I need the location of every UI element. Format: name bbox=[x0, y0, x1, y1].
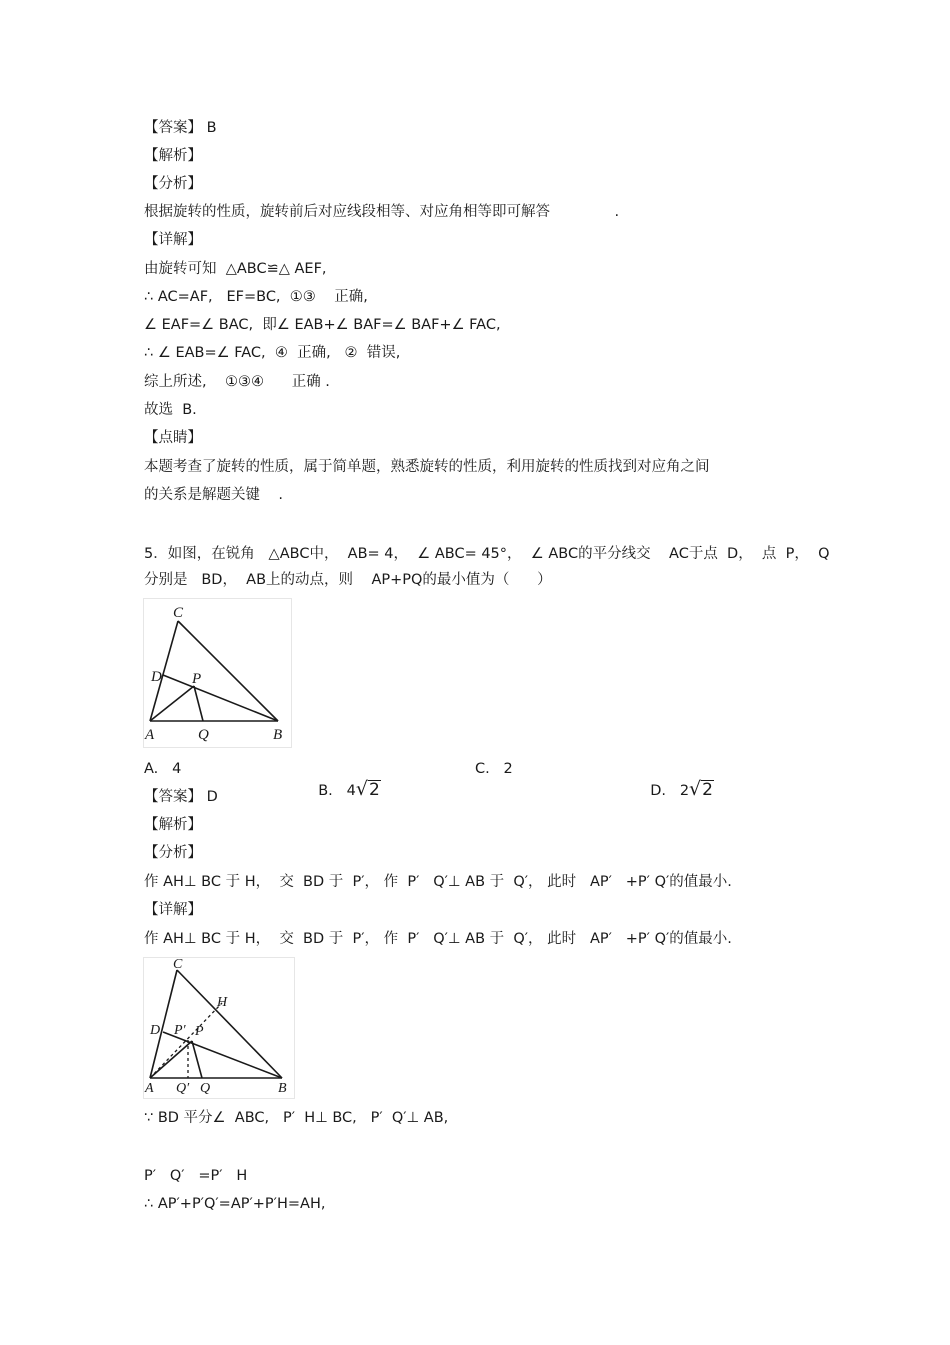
label-d: D bbox=[150, 1023, 161, 1038]
segment-ap bbox=[150, 686, 194, 721]
analysis-label: 【解析】 bbox=[144, 148, 202, 164]
reasoning-text: 作 AH⊥ BC 于 H， 交 BD 于 P′， 作 P′ Q′⊥ AB 于 Q′， 此时 AP′ +P′ Q′的值最小. bbox=[144, 874, 732, 890]
option-d-prefix: D. 2 bbox=[650, 783, 690, 799]
answer-label: 【答案】 D bbox=[144, 789, 218, 805]
label-h: H bbox=[217, 995, 228, 1010]
solution-step: ∵ BD 平分∠ ABC, P′ H⊥ BC, P′ Q′⊥ AB, bbox=[144, 1110, 449, 1126]
solution-step: ∠ EAF=∠ BAC, 即∠ EAB+∠ BAF=∠ BAF+∠ FAC, bbox=[144, 317, 501, 333]
label-q-prime: Q′ bbox=[176, 1081, 190, 1096]
segment-bd bbox=[163, 1032, 282, 1078]
label-a: A bbox=[145, 1081, 154, 1096]
problem-stem: 分别是 BD， AB上的动点，则 AP+PQ的最小值为（ ） bbox=[144, 572, 552, 588]
solution-step: 由旋转可知 △ABC≌△ AEF, bbox=[144, 261, 327, 277]
option-a: A. 4 bbox=[144, 761, 182, 777]
analysis-label: 【解析】 bbox=[144, 817, 202, 833]
reasoning-label: 【分析】 bbox=[144, 176, 202, 192]
label-p: P bbox=[192, 671, 202, 687]
segment-bd bbox=[163, 675, 278, 721]
solution-step: P′ Q′ =P′ H bbox=[144, 1168, 248, 1184]
sqrt-symbol: √ bbox=[355, 778, 368, 800]
reasoning-text: 根据旋转的性质，旋转前后对应线段相等、对应角相等即可解答 . bbox=[144, 204, 620, 220]
solution-diagram bbox=[144, 958, 294, 1098]
option-c: C. 2 bbox=[475, 761, 513, 777]
solution-step: 综上所述, ①③④ 正确 . bbox=[144, 374, 330, 390]
segment-cb bbox=[177, 970, 282, 1078]
sqrt-expression bbox=[356, 779, 381, 801]
comment-text: 本题考查了旋转的性质，属于简单题，熟悉旋转的性质，利用旋转的性质找到对应角之间 bbox=[144, 459, 710, 475]
label-a: A bbox=[145, 727, 155, 743]
option-b bbox=[309, 759, 381, 801]
option-b-prefix: B. 4 bbox=[318, 783, 356, 799]
detail-text: 作 AH⊥ BC 于 H， 交 BD 于 P′， 作 P′ Q′⊥ AB 于 Q′， 此时 AP′ +P′ Q′的值最小. bbox=[144, 931, 732, 947]
solution-step: ∴ ∠ EAB=∠ FAC, ④ 正确, ② 错误, bbox=[144, 345, 401, 361]
sqrt-expression bbox=[689, 779, 714, 801]
solution-step: ∴ AP′+P′Q′=AP′+P′H=AH, bbox=[144, 1196, 326, 1212]
problem-stem: 5．如图，在锐角 △ABC中， AB= 4， ∠ ABC= 45°， ∠ ABC的平分线交 AC于点 D， 点 P， Q bbox=[144, 546, 830, 562]
label-c: C bbox=[173, 605, 184, 621]
solution-figure bbox=[143, 957, 295, 1099]
triangle-diagram bbox=[144, 599, 291, 747]
label-b: B bbox=[278, 1081, 287, 1096]
option-d bbox=[641, 759, 714, 801]
label-b: B bbox=[273, 727, 283, 743]
comment-text: 的关系是解题关键 . bbox=[144, 487, 284, 503]
sqrt-radicand: 2 bbox=[702, 780, 713, 800]
comment-label: 【点睛】 bbox=[144, 430, 202, 446]
label-d: D bbox=[151, 669, 162, 685]
answer-label: 【答案】 B bbox=[144, 120, 217, 136]
reasoning-label: 【分析】 bbox=[144, 845, 202, 861]
triangle-figure bbox=[143, 598, 292, 748]
sqrt-symbol: √ bbox=[689, 778, 702, 800]
label-q: Q bbox=[200, 1081, 211, 1096]
solution-step: 故选 B. bbox=[144, 402, 197, 418]
label-p: P bbox=[195, 1024, 204, 1039]
detail-label: 【详解】 bbox=[144, 902, 202, 918]
label-q: Q bbox=[198, 727, 209, 743]
label-p-prime: P′ bbox=[174, 1023, 186, 1038]
solution-step: ∴ AC=AF, EF=BC, ①③ 正确, bbox=[144, 289, 368, 305]
sqrt-radicand: 2 bbox=[368, 780, 380, 800]
label-c: C bbox=[173, 958, 183, 972]
segment-ap bbox=[150, 1041, 192, 1078]
detail-label: 【详解】 bbox=[144, 232, 202, 248]
